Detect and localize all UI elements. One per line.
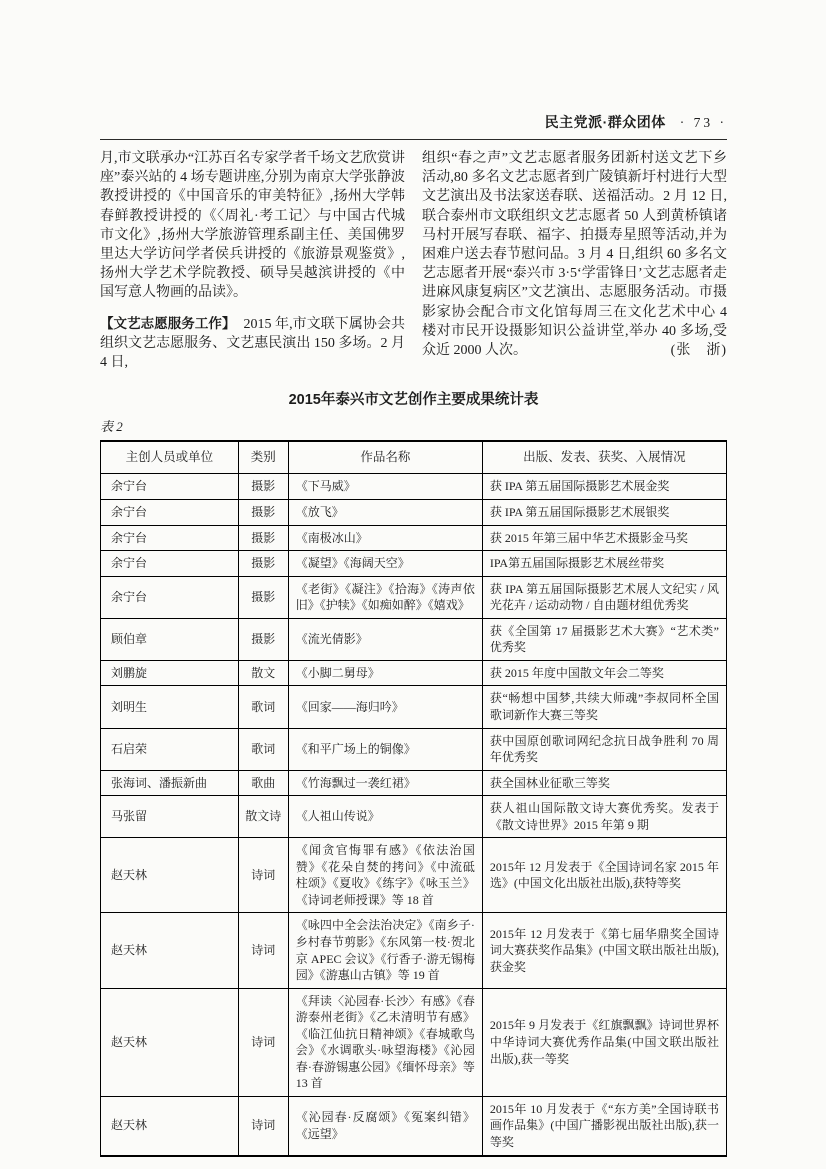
column-paragraph <box>422 149 727 360</box>
table-label: 表 2 <box>100 419 123 435</box>
table-header-row <box>101 441 727 474</box>
award-cell: 获 IPA 第五届国际摄影艺术展金奖 <box>482 474 726 500</box>
creator-cell: 余宁台 <box>101 474 239 500</box>
award-cell: 获全国林业征歌三等奖 <box>482 770 726 796</box>
category-cell: 诗词 <box>238 913 288 988</box>
category-cell: 散文 <box>238 660 288 686</box>
creator-cell: 马张留 <box>101 796 239 838</box>
column-text: 组织“春之声”文艺志愿者服务团新村送文艺下乡活动,80 多名文艺志愿者到广陵镇新圩村进行大型文艺演出及书法家送春联、送福活动。2 月 12 日,联合泰州市文联组织文艺志愿者 50 人到黄桥镇诸马村开展写春联、福字、拍摄寿星照等活动,并为困难户送去春节慰问品。3 月 4 日,组织 60 多名文艺志愿者开展“泰兴市 3·5‘学雷锋日’文艺志愿者走进麻风康复病区”文艺演出、志愿服务活动。市摄影家协会配合市文化馆每周三在文化艺术中心 4 楼对市民开设摄影知识公益讲堂,举办 40 多场,受众近 2000 人次。 <box>422 151 727 359</box>
work-title-cell: 《拜读〈沁园春·长沙〉有感》《春游泰州老街》《乙未清明节有感》《临江仙抗日精神颂》《春城歌鸟会》《水调歌头·咏望海楼》《沁园春·春游锡惠公园》《缅怀母亲》等 13 首 <box>288 988 482 1096</box>
work-title-cell: 《竹海飘过一袭红裙》 <box>288 770 482 796</box>
entry-text: 2015 年,市文联下属协会共组织文艺志愿服务、文艺惠民演出 150 多场。2 月 4 日, <box>100 316 405 371</box>
category-cell: 歌词 <box>238 728 288 770</box>
table-row <box>101 988 727 1096</box>
work-title-cell: 《下马威》 <box>288 474 482 500</box>
work-title-cell: 《凝望》《海阔天空》 <box>288 551 482 577</box>
results-table <box>100 440 727 1156</box>
category-cell: 散文诗 <box>238 796 288 838</box>
table-row <box>101 618 727 660</box>
creator-cell: 赵天林 <box>101 988 239 1096</box>
category-cell: 摄影 <box>238 525 288 551</box>
table-row <box>101 525 727 551</box>
table-row <box>101 686 727 728</box>
award-cell: 获 2015 年第三届中华艺术摄影金马奖 <box>482 525 726 551</box>
right-column <box>422 149 727 372</box>
award-cell: 2015年 12 月发表于《全国诗词名家 2015 年选》(中国文化出版社出版),获特等奖 <box>482 838 726 913</box>
category-cell: 摄影 <box>238 618 288 660</box>
creator-cell: 赵天林 <box>101 838 239 913</box>
creator-cell: 刘鹏旋 <box>101 660 239 686</box>
work-title-cell: 《和平广场上的铜像》 <box>288 728 482 770</box>
table-row <box>101 660 727 686</box>
author-signature: (张 浙) <box>670 343 727 359</box>
work-title-cell: 《人祖山传说》 <box>288 796 482 838</box>
creator-cell: 张海词、潘振新曲 <box>101 770 239 796</box>
award-cell: 获 IPA 第五届国际摄影艺术展银奖 <box>482 500 726 526</box>
creator-cell: 余宁台 <box>101 551 239 577</box>
column-header-award-status: 出版、发表、获奖、入展情况 <box>482 441 726 474</box>
award-cell: 获人祖山国际散文诗大赛优秀奖。发表于《散文诗世界》2015 年第 9 期 <box>482 796 726 838</box>
creator-cell: 余宁台 <box>101 576 239 618</box>
award-cell: 2015年 10 月发表于《“东方美”全国诗联书画作品集》(中国广播影视出版社出版),获一等奖 <box>482 1096 726 1155</box>
work-title-cell: 《沁园春·反腐颂》《冤案纠错》《远望》 <box>288 1096 482 1155</box>
creator-cell: 赵天林 <box>101 913 239 988</box>
table-row <box>101 913 727 988</box>
creator-cell: 石启荣 <box>101 728 239 770</box>
category-cell: 诗词 <box>238 988 288 1096</box>
creator-cell: 顾伯章 <box>101 618 239 660</box>
award-cell: 获 2015 年度中国散文年会二等奖 <box>482 660 726 686</box>
work-title-cell: 《流光倩影》 <box>288 618 482 660</box>
work-title-cell: 《老街》《凝注》《拾海》《涛声依旧》《护犊》《如痴如醉》《嬉戏》 <box>288 576 482 618</box>
work-title-cell: 《南极冰山》 <box>288 525 482 551</box>
table-row <box>101 576 727 618</box>
column-header-category: 类别 <box>238 441 288 474</box>
creator-cell: 余宁台 <box>101 500 239 526</box>
table-row <box>101 728 727 770</box>
entry-heading: 【文艺志愿服务工作】 <box>100 315 236 331</box>
creator-cell: 赵天林 <box>101 1096 239 1155</box>
page-number: · 73 · <box>679 115 727 130</box>
category-cell: 摄影 <box>238 500 288 526</box>
work-title-cell: 《回家——海归吟》 <box>288 686 482 728</box>
table-row <box>101 1096 727 1155</box>
left-column <box>100 149 405 372</box>
award-cell: 2015年 9 月发表于《红旗飘飘》诗词世界杯中华诗词大赛优秀作品集(中国文联出版社出版),获一等奖 <box>482 988 726 1096</box>
creator-cell: 余宁台 <box>101 525 239 551</box>
table-row <box>101 474 727 500</box>
section-title: 民主党派·群众团体 <box>544 114 666 130</box>
work-title-cell: 《闻贪官悔罪有感》《依法治国赞》《花朵自焚的拷问》《中流砥柱颂》《夏收》《练字》《咏玉兰》《诗词老师授课》等 18 首 <box>288 838 482 913</box>
column-header-work-title: 作品名称 <box>288 441 482 474</box>
category-cell: 诗词 <box>238 1096 288 1155</box>
running-header <box>100 112 727 140</box>
creator-cell: 刘明生 <box>101 686 239 728</box>
work-title-cell: 《放飞》 <box>288 500 482 526</box>
category-cell: 摄影 <box>238 576 288 618</box>
award-cell: 获中国原创歌词网纪念抗日战争胜利 70 周年优秀奖 <box>482 728 726 770</box>
continuation-paragraph: 月,市文联承办“江苏百名专家学者千场文艺欣赏讲座”泰兴站的 4 场专题讲座,分别为南京大学张静波教授讲授的《中国音乐的审美特征》,扬州大学韩春鲜教授讲授的《〈周礼·考工记〉与中国古代城市文化》,扬州大学旅游管理系副主任、美国佛罗里达大学访问学者侯兵讲授的《旅游景观鉴赏》,扬州大学艺术学院教授、硕导吴越滨讲授的《中国写意人物画的品读》。 <box>100 151 405 301</box>
column-header-creator: 主创人员或单位 <box>101 441 239 474</box>
work-title-cell: 《咏四中全会法治决定》《南乡子·乡村春节剪影》《东风第一枝·贺北京 APEC 会议》《行香子·游无锡梅园》《游惠山古镇》等 19 首 <box>288 913 482 988</box>
table-title: 2015年泰兴市文艺创作主要成果统计表 <box>288 392 539 409</box>
award-cell: 获“畅想中国梦,共续大师魂”李叔同杯全国歌词新作大赛三等奖 <box>482 686 726 728</box>
table-row <box>101 551 727 577</box>
category-cell: 诗词 <box>238 838 288 913</box>
work-title-cell: 《小脚二舅母》 <box>288 660 482 686</box>
award-cell: 获《全国第 17 届摄影艺术大赛》“艺术类”优秀奖 <box>482 618 726 660</box>
table-row <box>101 770 727 796</box>
award-cell: 获 IPA 第五届国际摄影艺术展人文纪实 / 风光花卉 / 运动动物 / 自由题材组优秀奖 <box>482 576 726 618</box>
category-cell: 歌曲 <box>238 770 288 796</box>
category-cell: 摄影 <box>238 474 288 500</box>
category-cell: 摄影 <box>238 551 288 577</box>
table-row <box>101 500 727 526</box>
table-row <box>101 796 727 838</box>
article-body <box>100 149 727 372</box>
entry-paragraph <box>100 314 405 373</box>
award-cell: 2015年 12 月发表于《第七届华鼎奖全国诗词大赛获奖作品集》(中国文联出版社出版),获金奖 <box>482 913 726 988</box>
results-table-body <box>101 474 727 1156</box>
award-cell: IPA第五届国际摄影艺术展丝带奖 <box>482 551 726 577</box>
table-row <box>101 838 727 913</box>
category-cell: 歌词 <box>238 686 288 728</box>
